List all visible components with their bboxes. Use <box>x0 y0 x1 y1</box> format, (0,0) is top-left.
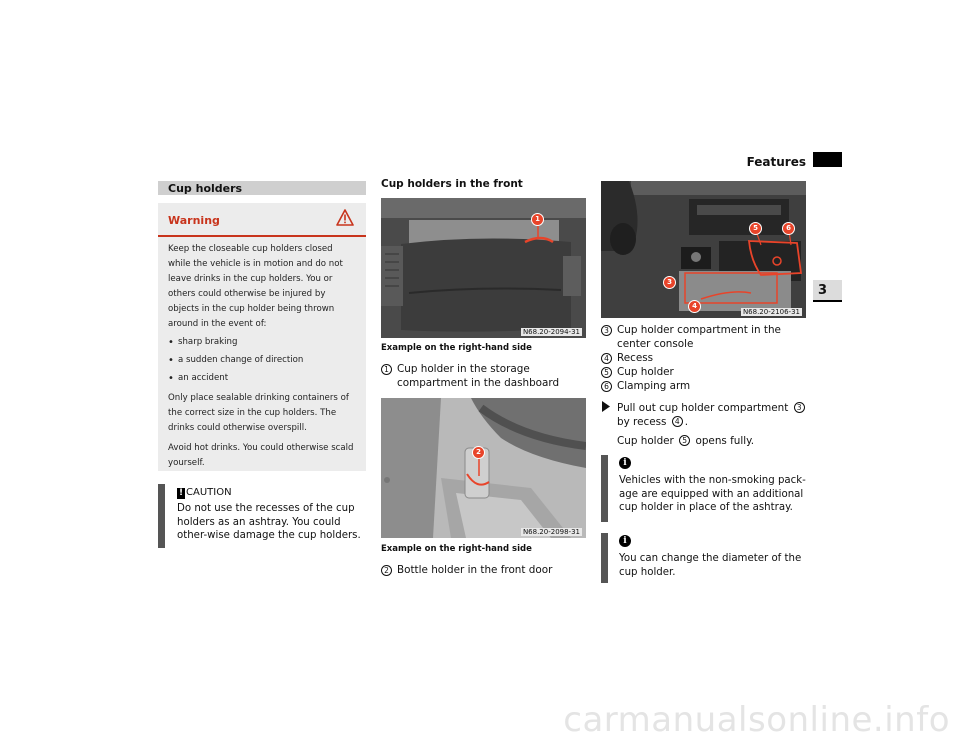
inline-number: 3 <box>794 402 805 413</box>
legend-item <box>381 564 591 578</box>
subsection-heading: Cup holders in the front <box>381 178 523 190</box>
photo-reference-code: N68.20-2098-31 <box>522 528 580 536</box>
callout-marker: 6 <box>782 222 795 235</box>
info-icon: i <box>619 457 631 469</box>
legend-item <box>381 363 591 390</box>
info-side-bar <box>601 455 608 522</box>
caution-side-bar <box>158 484 165 548</box>
door-photo <box>381 398 586 538</box>
photo-caption: Example on the right-hand side <box>381 343 532 353</box>
callout-marker: 1 <box>531 213 544 226</box>
page-number-block <box>813 152 842 167</box>
photo-caption: Example on the right-hand side <box>381 544 532 554</box>
legend-text: Recess <box>617 352 654 364</box>
watermark: carmanualsonline.info <box>563 700 950 740</box>
instruction-result <box>617 434 813 448</box>
warning-header <box>158 203 366 237</box>
chapter-tab: 3 <box>813 280 842 302</box>
callout-marker: 2 <box>472 446 485 459</box>
warning-triangle-icon <box>336 209 354 230</box>
caution-box <box>158 484 370 548</box>
result-text: Cup holder <box>617 435 674 447</box>
warning-bullet: • a sudden change of direction <box>168 353 356 368</box>
instruction-step <box>601 401 813 429</box>
info-icon: i <box>619 535 631 547</box>
info-note <box>601 533 813 583</box>
warning-box <box>158 203 366 471</box>
legend-text: Cup holder <box>617 366 674 378</box>
caution-label-text: CAUTION <box>186 487 232 498</box>
legend-number: 4 <box>601 353 612 364</box>
caution-label <box>177 487 232 499</box>
instruction-text: . <box>684 416 689 428</box>
info-side-bar <box>601 533 608 583</box>
legend-item <box>601 366 813 380</box>
callout-marker: 5 <box>749 222 762 235</box>
instruction-text: Pull out cup holder compartment <box>617 402 789 414</box>
legend-number: 5 <box>601 367 612 378</box>
section-heading-bar: Cup holders <box>158 181 366 195</box>
action-arrow-icon <box>602 401 610 416</box>
legend-number: 3 <box>601 325 612 336</box>
legend-number: 2 <box>381 565 392 576</box>
legend-text: Cup holder compartment in the center console <box>617 324 781 350</box>
info-text: Vehicles with the non-smoking pack-age are equipped with an additional cup holder in place of the ashtray. <box>619 475 806 513</box>
warning-intro: Keep the closeable cup holders closed while the vehicle is in motion and do not leave drinks in the cup holders. You or others could otherwise be injured by objects in the cup holder being thrown around in the event of: <box>168 244 343 329</box>
legend-number: 1 <box>381 364 392 375</box>
caution-text: Do not use the recesses of the cup holders as an ashtray. You could other-wise damage the cup holders. <box>177 503 361 541</box>
instruction-text: by recess <box>617 416 667 428</box>
callout-marker: 4 <box>688 300 701 313</box>
callout-marker: 3 <box>663 276 676 289</box>
warning-body <box>158 242 366 471</box>
legend-item <box>601 324 813 351</box>
legend-text: Clamping arm <box>617 380 691 392</box>
dashboard-photo <box>381 198 586 338</box>
result-text: opens fully. <box>695 435 755 447</box>
legend-number: 6 <box>601 381 612 392</box>
info-text: You can change the diameter of the cup holder. <box>619 553 802 578</box>
center-console-photo <box>601 181 806 318</box>
legend-item <box>601 352 813 366</box>
legend-text: Cup holder in the storage compartment in the dashboard <box>397 363 560 389</box>
legend-item <box>601 380 813 394</box>
inline-number: 5 <box>679 435 690 446</box>
warning-bullet-list <box>168 335 356 386</box>
warning-paragraph: Avoid hot drinks. You could otherwise scald yourself. <box>168 443 354 468</box>
page-section-title: Features <box>746 155 806 169</box>
warning-paragraph: Only place sealable drinking containers of the correct size in the cup holders. The drinks could otherwise overspill. <box>168 393 349 433</box>
inline-number: 4 <box>672 416 683 427</box>
warning-bullet: • sharp braking <box>168 335 356 350</box>
legend-text: Bottle holder in the front door <box>397 564 553 576</box>
photo-reference-code: N68.20-2094-31 <box>522 328 580 336</box>
info-note <box>601 455 813 522</box>
warning-bullet: • an accident <box>168 371 356 386</box>
warning-title: Warning <box>168 214 220 227</box>
photo-reference-code: N68.20-2106-31 <box>742 308 800 316</box>
caution-icon: ! <box>178 488 184 498</box>
